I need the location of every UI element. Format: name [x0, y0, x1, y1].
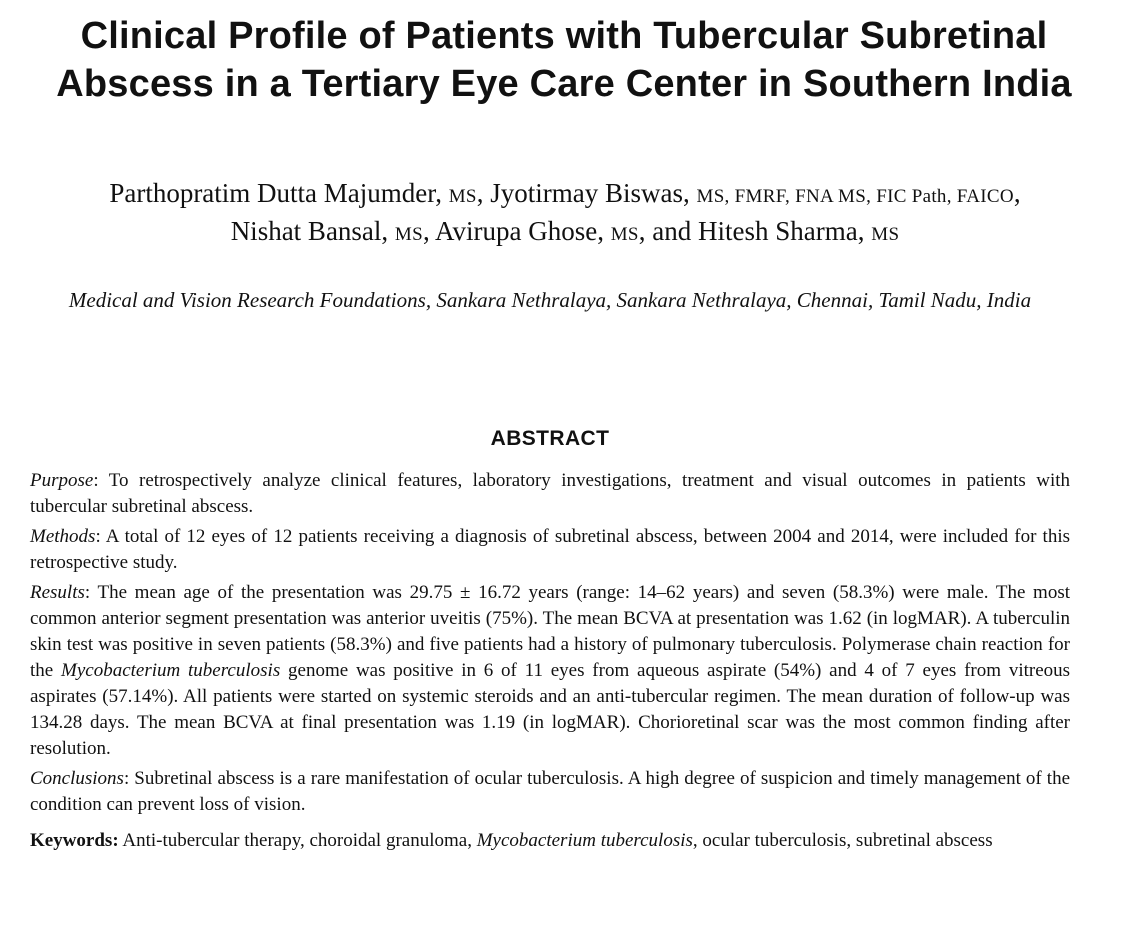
article-title: Clinical Profile of Patients with Tubercular Subretinal Abscess in a Tertiary Eye Care Center in Southern India: [56, 15, 1072, 105]
abstract-results: Results: The mean age of the presentation was 29.75 ± 16.72 years (range: 14–62 years) and seven (58.3%) were male. The most common anterior segment presentation was anterior uveitis (75%). The mean BCVA at presentation was 1.62 (in logMAR). A tuberculin skin test was positive in seven patients (58.3%) and five patients had a history of pulmonary tuberculosis. Polymerase chain reaction for the Mycobacterium tuberculosis genome was positive in 6 of 11 eyes from aqueous aspirate (54%) and 4 of 7 eyes from vitreous aspirates (57.14%). All patients were started on systemic steroids and an anti-tubercular regimen. The mean duration of follow-up was 134.28 days. The mean BCVA at final presentation was 1.19 (in logMAR). Chorioretinal scar was the most common finding after resolution.: [30, 582, 1071, 759]
methods-label: Methods: [30, 526, 96, 547]
author-name: Avirupa Ghose: [435, 216, 598, 246]
abstract-purpose: Purpose: To retrospectively analyze clinical features, laboratory investigations, treatment and visual outcomes in patients with tubercular subretinal abscess.: [30, 470, 1071, 517]
conclusions-label: Conclusions: [30, 768, 124, 789]
author-name: Nishat Bansal: [230, 216, 382, 246]
abstract-methods: Methods: A total of 12 eyes of 12 patients receiving a diagnosis of subretinal abscess, between 2004 and 2014, were included for this retrospective study.: [30, 526, 1071, 573]
author-name: Hitesh Sharma: [698, 216, 858, 246]
methods-text: A total of 12 eyes of 12 patients receiving a diagnosis of subretinal abscess, between 2004 and 2014, were included for this retrospective study.: [30, 526, 1071, 573]
keywords-label: Keywords:: [30, 830, 119, 851]
author-name: Jyotirmay Biswas: [490, 178, 683, 208]
author-degrees: MS: [394, 224, 423, 245]
keywords-text-continued: , ocular tuberculosis, subretinal abscess: [692, 830, 993, 851]
abstract-conclusions: Conclusions: Subretinal abscess is a rare manifestation of ocular tuberculosis. A high degree of suspicion and timely management of the condition can prevent loss of vision.: [30, 768, 1071, 815]
purpose-label: Purpose: [30, 470, 94, 491]
author-degrees: MS, FMRF, FNA MS, FIC Path, FAICO: [696, 186, 1014, 207]
keywords: [30, 828, 1070, 854]
author-degrees: MS: [871, 224, 900, 245]
affiliation: Medical and Vision Research Foundations, Sankara Nethralaya, Sankara Nethralaya, Chennai, Tamil Nadu, India: [68, 288, 1032, 312]
conclusions-text: Subretinal abscess is a rare manifestation of ocular tuberculosis. A high degree of suspicion and timely management of the condition can prevent loss of vision.: [30, 768, 1071, 815]
author-degrees: MS: [448, 186, 477, 207]
results-text-continued: genome was positive in 6 of 11 eyes from aqueous aspirate (54%) and 4 of 7 eyes from vitreous aspirates (57.14%). All patients were started on systemic steroids and an anti-tubercular regimen. The mean duration of follow-up was 134.28 days. The mean BCVA at final presentation was 1.19 (in logMAR). Chorioretinal scar was the most common finding after resolution.: [30, 660, 1071, 759]
author-name: Parthopratim Dutta Majumder: [109, 178, 436, 208]
keywords-text: Anti-tubercular therapy, choroidal granuloma,: [122, 830, 472, 851]
keywords-organism: Mycobacterium tuberculosis: [476, 830, 693, 851]
abstract-heading: ABSTRACT: [490, 427, 610, 450]
author-list: Parthopratim Dutta Majumder, MS, Jyotirmay Biswas, MS, FMRF, FNA MS, FIC Path, FAICO, Nishat Bansal, MS, Avirupa Ghose, MS, and Hitesh Sharma, MS: [109, 178, 1021, 246]
results-text: The mean age of the presentation was 29.75 ± 16.72 years (range: 14–62 years) and seven (58.3%) were male. The most common anterior segment presentation was anterior uveitis (75%). The mean BCVA at presentation was 1.62 (in logMAR). A tuberculin skin test was positive in seven patients (58.3%) and five patients had a history of pulmonary tuberculosis. Polymerase chain reaction for the: [30, 582, 1070, 681]
results-label: Results: [30, 582, 85, 603]
abstract-body: [30, 468, 1070, 858]
author-degrees: MS: [610, 224, 639, 245]
purpose-text: To retrospectively analyze clinical features, laboratory investigations, treatment and visual outcomes in patients with tubercular subretinal abscess.: [30, 470, 1071, 517]
results-organism: Mycobacterium tuberculosis: [61, 660, 281, 681]
